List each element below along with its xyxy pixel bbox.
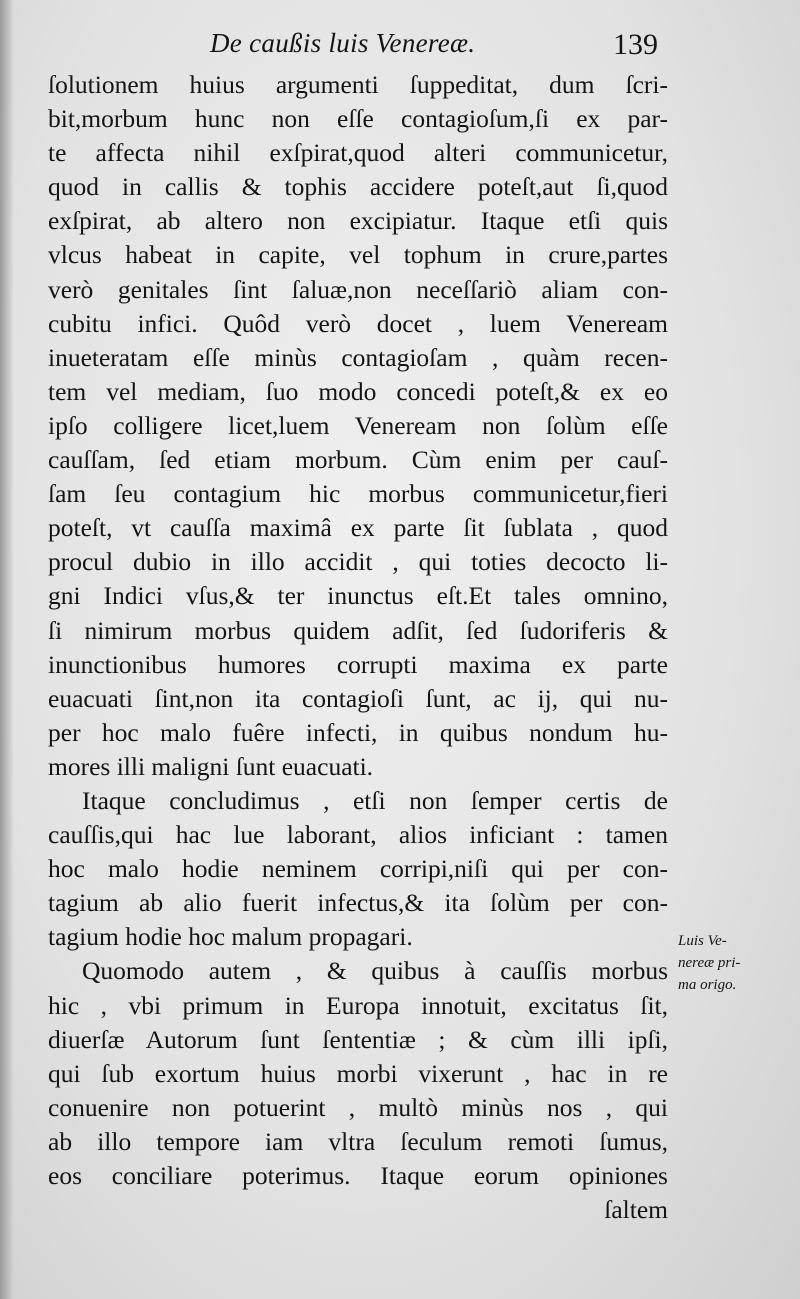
running-head-title: De caußis luis Venereæ.: [210, 28, 476, 58]
marginal-note-line: nereæ pri-: [678, 955, 741, 971]
text-line: verò genitales ſint ſaluæ,non neceſſariò aliam con-: [48, 274, 668, 304]
text-line: gni Indici vſus,& ter inunctus eſt.Et tales omnino,: [48, 581, 668, 611]
text-line: cubitu infici. Quôd verò docet , luem Veneream: [48, 308, 668, 338]
marginal-note: [678, 930, 788, 996]
paragraph: [48, 954, 668, 1193]
text-line: mores illi maligni ſunt euacuati.: [48, 751, 374, 781]
text-line: conuenire non potuerint , multò minùs nos , qui: [48, 1092, 668, 1122]
text-line: qui ſub exortum huius morbi vixerunt , hac in re: [48, 1058, 668, 1088]
text-line: Quomodo autem , & quibus à cauſſis morbus: [82, 956, 668, 986]
marginal-note-line: ma origo.: [678, 977, 737, 993]
body-text: [48, 68, 668, 1227]
text-line: bit,morbum hunc non eſſe contagioſum,ſi ex par-: [48, 104, 668, 134]
text-line: ſi nimirum morbus quidem adſit, ſed ſudoriferis &: [48, 615, 668, 645]
text-line: hic , vbi primum in Europa innotuit, excitatus ſit,: [48, 990, 668, 1020]
text-line: ſolutionem huius argumenti ſuppeditat, dum ſcri-: [48, 70, 668, 99]
text-line: diuerſæ Autorum ſunt ſententiæ ; & cùm illi ipſi,: [48, 1024, 668, 1054]
text-line: tagium ab alio fuerit infectus,& ita ſolùm per con-: [48, 888, 668, 918]
paragraph: [48, 68, 668, 784]
page-edge-shadow: [0, 0, 14, 1299]
text-line: tagium hodie hoc malum propagari.: [48, 922, 413, 952]
text-line: euacuati ſint,non ita contagioſi ſunt, ac ij, qui nu-: [48, 683, 668, 713]
page-number: 139: [613, 28, 658, 61]
text-line: poteſt, vt cauſſa maximâ ex parte ſit ſublata , quod: [48, 513, 668, 543]
text-line: per hoc malo fuêre infecti, in quibus nondum hu-: [48, 717, 668, 747]
text-line: cauſſis,qui hac lue laborant, alios inficiant : tamen: [48, 820, 668, 850]
text-line: inunctionibus humores corrupti maxima ex parte: [48, 649, 668, 679]
text-line: ab illo tempore iam vltra ſeculum remoti ſumus,: [48, 1126, 668, 1156]
catchword: ſaltem: [604, 1195, 668, 1225]
text-line: inueteratam eſſe minùs contagioſam , quàm recen-: [48, 342, 668, 372]
text-line: procul dubio in illo accidit , qui toties decocto li-: [48, 547, 668, 577]
marginal-note-line: Luis Ve-: [678, 933, 727, 949]
text-line: Itaque concludimus , etſi non ſemper certis de: [82, 785, 668, 815]
paragraph: [48, 784, 668, 954]
text-line: cauſſam, ſed etiam morbum. Cùm enim per cauſ-: [48, 445, 668, 475]
text-line: exſpirat, ab altero non excipiatur. Itaque etſi quis: [48, 206, 668, 236]
running-head: [48, 28, 658, 62]
text-line: tem vel mediam, ſuo modo concedi poteſt,& ex eo: [48, 376, 668, 406]
text-line: eos conciliare poterimus. Itaque eorum opiniones: [48, 1161, 668, 1190]
text-line: quod in callis & tophis accidere poteſt,aut ſi,quod: [48, 172, 668, 202]
text-line: te affecta nihil exſpirat,quod alteri communicetur,: [48, 138, 668, 168]
text-line: hoc malo hodie neminem corripi,niſi qui per con-: [48, 854, 668, 884]
text-line: ipſo colligere licet,luem Veneream non ſolùm eſſe: [48, 410, 668, 440]
text-line: ſam ſeu contagium hic morbus communicetur,fieri: [48, 479, 668, 509]
text-line: vlcus habeat in capite, vel tophum in crure,partes: [48, 240, 668, 270]
